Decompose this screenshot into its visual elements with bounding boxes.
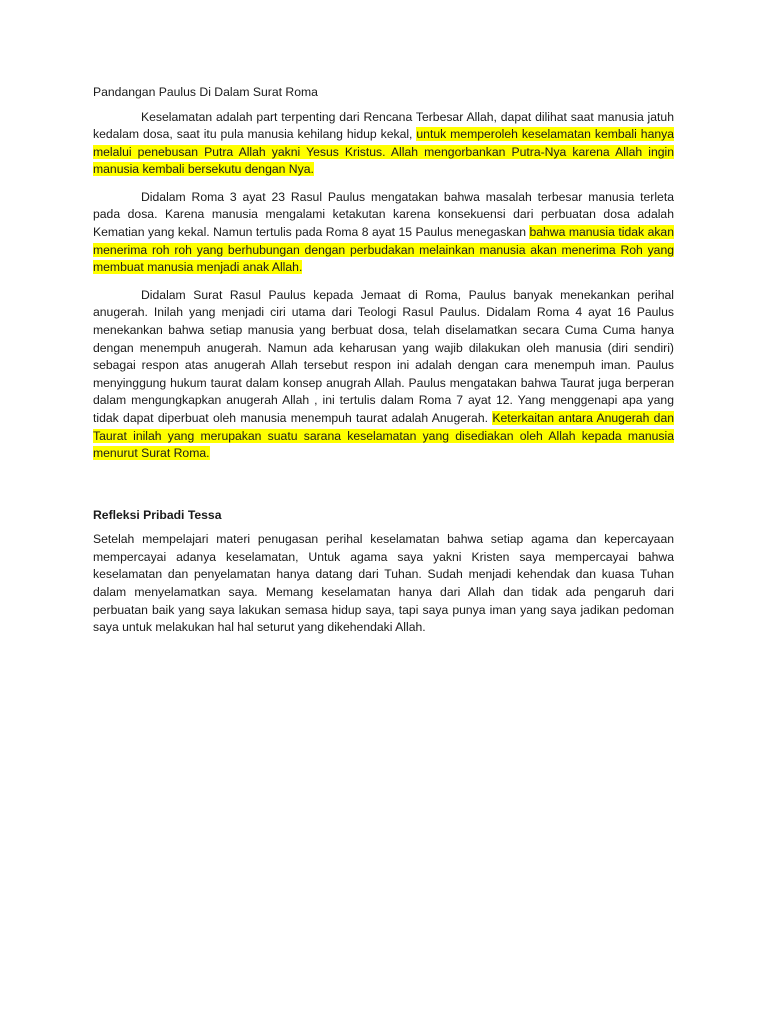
section-title-pandangan-paulus: Pandangan Paulus Di Dalam Surat Roma <box>93 85 318 99</box>
paragraph-text: Didalam Surat Rasul Paulus kepada Jemaat di Roma, Paulus banyak menekankan perihal anugerah. Inilah yang menjadi ciri utama dari Teologi Rasul Paulus. Didalam Roma 4 ayat 16 Paulus menekankan bahwa setiap manusia yang berbuat dosa, telah diselamatkan secara Cuma Cuma hanya dengan menempuh anugerah. Namun ada keharusan yang wajib dilakukan oleh manusia (diri sendiri) sebagai respon atas anugerah Allah tersebut respon ini adalah dengan cara menempuh iman. Paulus menyinggung hukum taurat dalam konsep anugrah Allah. Paulus mengatakan bahwa Taurat juga berperan dalam mengungkapkan anugerah Allah , ini tertulis dalam Roma 7 ayat 12. Yang menggenapi apa yang tidak dapat diperbuat oleh manusia menempuh taurat adalah Anugerah. <box>93 287 674 425</box>
section-title-refleksi: Refleksi Pribadi Tessa <box>93 507 222 522</box>
paragraph-text: Keselamatan adalah part terpenting dari Rencana Terbesar Allah, dapat dilihat saat manusia jatuh kedalam dosa, saat itu pula manusia kehilang hidup kekal, <box>93 109 674 142</box>
paragraph-refleksi: Setelah mempelajari materi penugasan perihal keselamatan bahwa setiap agama dan kepercayaan mempercayai adanya keselamatan, Untuk agama saya yakni Kristen saya mempercayai bahwa keselamatan dan penyelamatan hanya datang dari Tuhan. Sudah menjadi kehendak dan kuasa Tuhan dalam menyelamatkan saya. Memang keselamatan hanya dari Allah dan tidak ada pengaruh dari perbuatan baik yang saya lakukan semasa hidup saya, tapi saya punya iman yang saya jadikan pedoman saya untuk melakukan hal hal seturut yang dikehendaki Allah. <box>93 532 674 635</box>
section-spacer <box>93 473 674 507</box>
paragraph-text: Didalam Roma 3 ayat 23 Rasul Paulus mengatakan bahwa masalah terbesar manusia terleta pada dosa. Karena manusia mengalami ketakutan karena konsekuensi dari perbuatan dosa adalah Kematian yang kekal. Namun tertulis pada Roma 8 ayat 15 Paulus menegaskan <box>93 189 674 240</box>
highlighted-text: Keterkaitan antara Anugerah dan Taurat inilah yang merupakan suatu sarana keselamatan yang disediakan oleh Allah kepada manusia menurut Surat Roma. <box>93 411 675 461</box>
document-page <box>93 84 674 647</box>
paragraph-anugerah <box>93 287 674 463</box>
highlighted-text: bahwa manusia tidak akan menerima roh roh yang berhubungan dengan perbudakan melainkan manusia akan menerima Roh yang membuat manusia menjadi anak Allah. <box>93 225 674 275</box>
paragraph-keselamatan <box>93 109 674 179</box>
highlighted-text: untuk memperoleh keselamatan kembali hanya melalui penebusan Putra Allah yakni Yesus Kristus. Allah mengorbankan Putra-Nya karena Allah ingin manusia kembali bersekutu dengan Nya. <box>93 127 674 177</box>
paragraph-roma-3-23 <box>93 189 674 277</box>
